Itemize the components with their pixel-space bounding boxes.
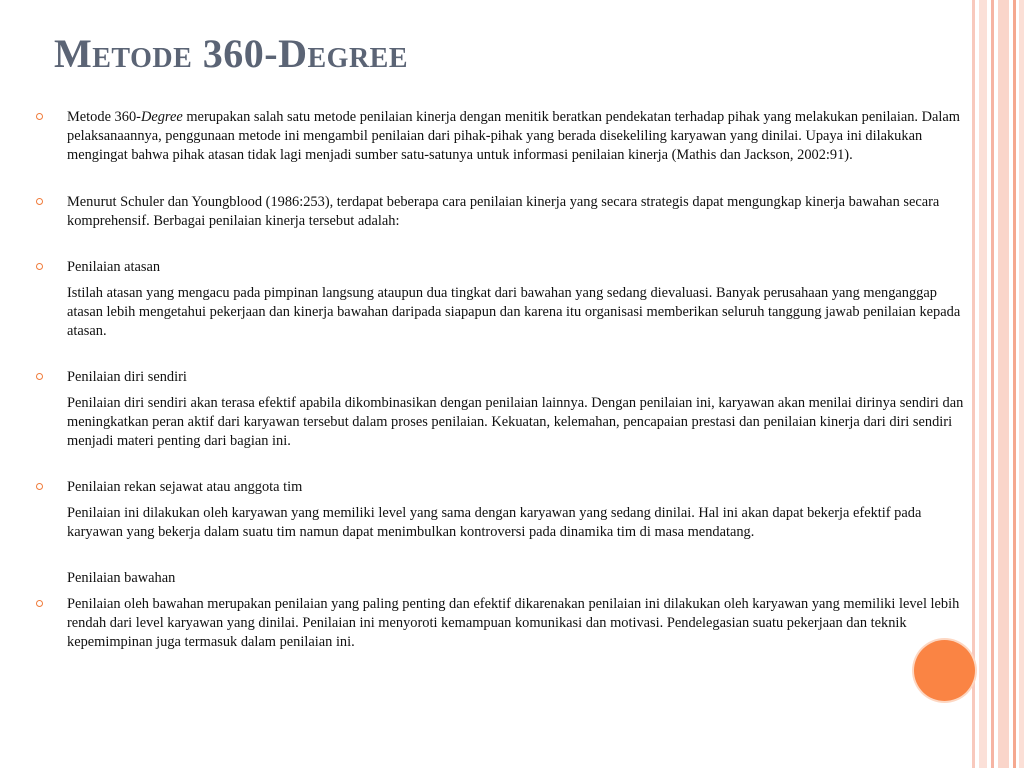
stripe xyxy=(979,0,987,768)
bullet-icon xyxy=(36,373,43,380)
stripe xyxy=(991,0,994,768)
stripe xyxy=(1013,0,1016,768)
bullet-icon xyxy=(36,600,43,607)
section-heading: Penilaian diri sendiri xyxy=(67,369,187,385)
bullet-icon xyxy=(36,483,43,490)
intro-prefix: Metode 360- xyxy=(67,109,141,125)
stripe xyxy=(972,0,975,768)
bullet-item-rekan xyxy=(36,478,968,497)
bullet-icon xyxy=(36,113,43,120)
section-body: Penilaian diri sendiri akan terasa efektif apabila dikombinasikan dengan penilaian lainnya. Dengan penilaian ini, karyawan akan menilai dirinya sendiri dan meningkatkan peran aktif dari karyawan tersebut dalam proses penilaian. Kekuatan, kelemahan, pencapaian prestasi dan penilaian kinerja dari diri sendiri menjadi materi penting dari bagian ini. xyxy=(67,395,964,449)
schuler-text: Menurut Schuler dan Youngblood (1986:253), terdapat beberapa cara penilaian kinerja yang secara strategis dapat mengungkap kinerja bawahan secara komprehensif. Berbagai penilaian kinerja tersebut adalah: xyxy=(67,194,940,229)
bullet-icon xyxy=(36,198,43,205)
intro-italic: Degree xyxy=(140,109,183,125)
section-heading: Penilaian rekan sejawat atau anggota tim xyxy=(67,479,303,495)
section-heading-bawahan: Penilaian bawahan xyxy=(67,570,176,586)
bullet-item-schuler xyxy=(36,193,968,231)
slide-content xyxy=(36,108,968,652)
bullet-icon xyxy=(36,263,43,270)
section-body: Penilaian oleh bawahan merupakan penilaian yang paling penting dan efektif dikarenakan penilaian ini dilakukan oleh karyawan yang memiliki level lebih rendah dari level karyawan yang dinilai. Penilaian ini menyoroti kemampuan komunikasi dan motivasi. Pendelegasian suatu pekerjaan dan teknik kepemimpinan juga termasuk dalam penilaian ini. xyxy=(67,596,960,650)
section-body: Penilaian ini dilakukan oleh karyawan yang memiliki level yang sama dengan karyawan yang sedang dinilai. Hal ini akan dapat bekerja efektif pada karyawan yang bekerja dalam suatu tim namun dapat menimbulkan kontroversi pada dinamika tim di masa mendatang. xyxy=(67,505,922,540)
bullet-item-atasan xyxy=(36,258,968,277)
bullet-item-intro xyxy=(36,108,968,165)
section-heading: Penilaian atasan xyxy=(67,259,161,275)
intro-text: merupakan salah satu metode penilaian kinerja dengan menitik beratkan pendekatan terhadap pihak yang melakukan penilaian. Dalam pelaksanaannya, penggunaan metode ini mengambil penilaian dari pihak-pihak yang berada disekeliling karyawan yang dinilai. Upaya ini dilakukan mengingat bahwa pihak atasan tidak lagi menjadi sumber satu-satunya untuk informasi penilaian kinerja (Mathis dan Jackson, 2002:91). xyxy=(67,109,960,163)
stripe xyxy=(1019,0,1024,768)
bullet-item-diri-sendiri xyxy=(36,368,968,387)
decorative-circle xyxy=(914,640,975,701)
stripe xyxy=(998,0,1009,768)
bullet-item-bawahan xyxy=(36,595,968,652)
section-body: Istilah atasan yang mengacu pada pimpinan langsung ataupun dua tingkat dari bawahan yang sedang dievaluasi. Banyak perusahaan yang menganggap atasan lebih mengetahui pekerjaan dan kinerja bawahan daripada siapapun dan karena itu organisasi memberikan seluruh tanggung jawab penilaian kepada atasan. xyxy=(67,285,961,339)
decorative-stripes xyxy=(972,0,1024,768)
slide-title: Metode 360-Degree xyxy=(54,31,409,76)
